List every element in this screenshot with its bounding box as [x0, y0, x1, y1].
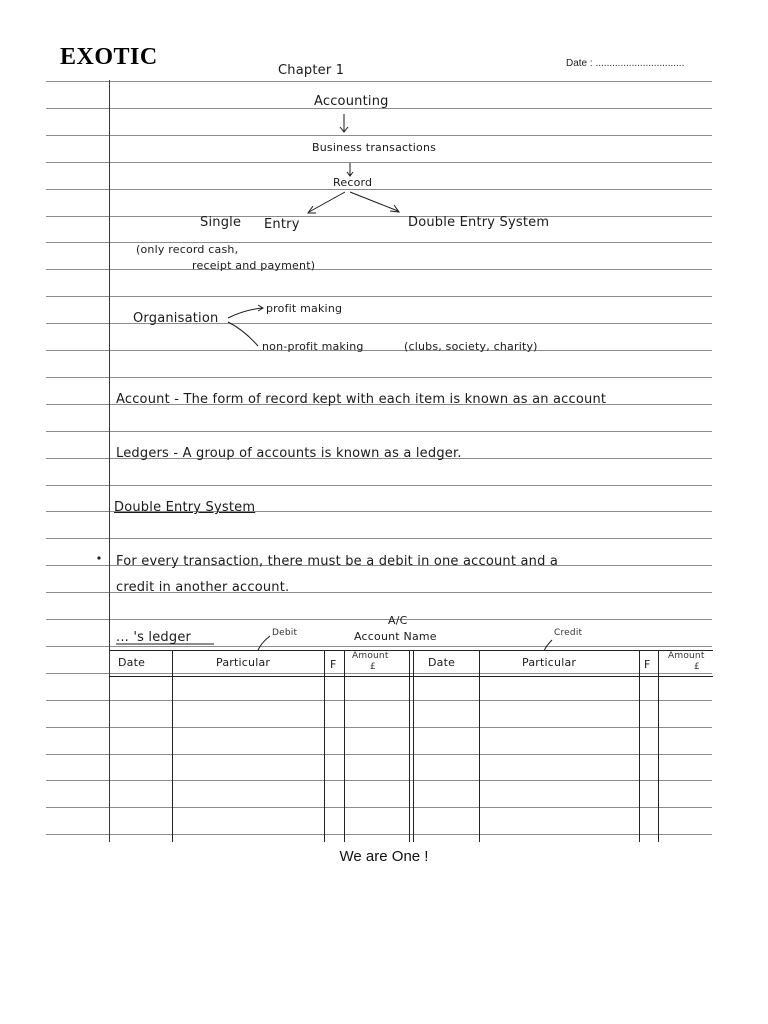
- credit-label: Credit: [554, 628, 583, 638]
- accounting-node: Accounting: [314, 94, 389, 109]
- debit-pointer: [258, 636, 270, 650]
- arrow-record-single: [309, 192, 345, 212]
- col-divider-date-debit: [172, 650, 173, 842]
- double-entry-rule-line-2: credit in another account.: [116, 580, 290, 595]
- ledger-heading: ... 's ledger: [116, 630, 192, 645]
- debit-amount-header: Amount: [352, 651, 389, 661]
- footer-slogan: We are One !: [339, 848, 429, 865]
- branch-nonprofit: [228, 322, 258, 346]
- col-divider-folio-debit: [344, 650, 345, 842]
- col-divider-date-credit: [479, 650, 480, 842]
- ac-label: A/C: [388, 614, 408, 627]
- credit-date-header: Date: [428, 656, 456, 669]
- credit-currency-header: £: [694, 662, 700, 672]
- organisation-node: Organisation: [133, 311, 219, 326]
- entry-label: Entry: [264, 217, 300, 232]
- double-entry-rule-line-1: For every transaction, there must be a debit in one account and a: [116, 554, 559, 569]
- table-top-border: [109, 650, 713, 651]
- credit-amount-header: Amount: [668, 651, 705, 661]
- non-profit-examples: (clubs, society, charity): [404, 340, 538, 353]
- debit-label: Debit: [272, 628, 298, 638]
- debit-folio-header: F: [330, 658, 337, 671]
- bullet-dot: [97, 556, 100, 559]
- business-transactions-node: Business transactions: [312, 141, 437, 154]
- single-label: Single: [200, 215, 242, 230]
- table-header-border: [109, 676, 713, 677]
- brand-logo: EXOTIC: [60, 44, 158, 70]
- double-entry-node: Double Entry System: [408, 215, 550, 230]
- center-divider-right: [413, 650, 414, 842]
- debit-currency-header: £: [370, 662, 376, 672]
- non-profit-making-label: non-profit making: [262, 340, 364, 353]
- arrow-record-double: [350, 192, 398, 211]
- date-label: Date : ................................: [566, 58, 685, 69]
- debit-particular-header: Particular: [216, 656, 271, 669]
- profit-making-label: profit making: [266, 302, 343, 315]
- account-definition: Account - The form of record kept with each item is known as an account: [116, 392, 607, 407]
- single-entry-note-2: receipt and payment): [192, 259, 316, 272]
- chapter-title: Chapter 1: [278, 63, 345, 78]
- col-divider-particular-credit: [639, 650, 640, 842]
- double-entry-heading: Double Entry System: [114, 500, 256, 515]
- ledgers-definition: Ledgers - A group of accounts is known as a ledger.: [116, 446, 462, 461]
- record-node: Record: [333, 176, 373, 189]
- credit-particular-header: Particular: [522, 656, 577, 669]
- branch-profit: [228, 308, 262, 318]
- center-divider-left: [409, 650, 410, 842]
- col-divider-particular-debit: [324, 650, 325, 842]
- single-entry-note-1: (only record cash,: [136, 243, 239, 256]
- arrowhead-single: [308, 206, 316, 213]
- debit-date-header: Date: [118, 656, 146, 669]
- credit-folio-header: F: [644, 658, 651, 671]
- account-name-label: Account Name: [354, 630, 437, 643]
- col-divider-folio-credit: [658, 650, 659, 842]
